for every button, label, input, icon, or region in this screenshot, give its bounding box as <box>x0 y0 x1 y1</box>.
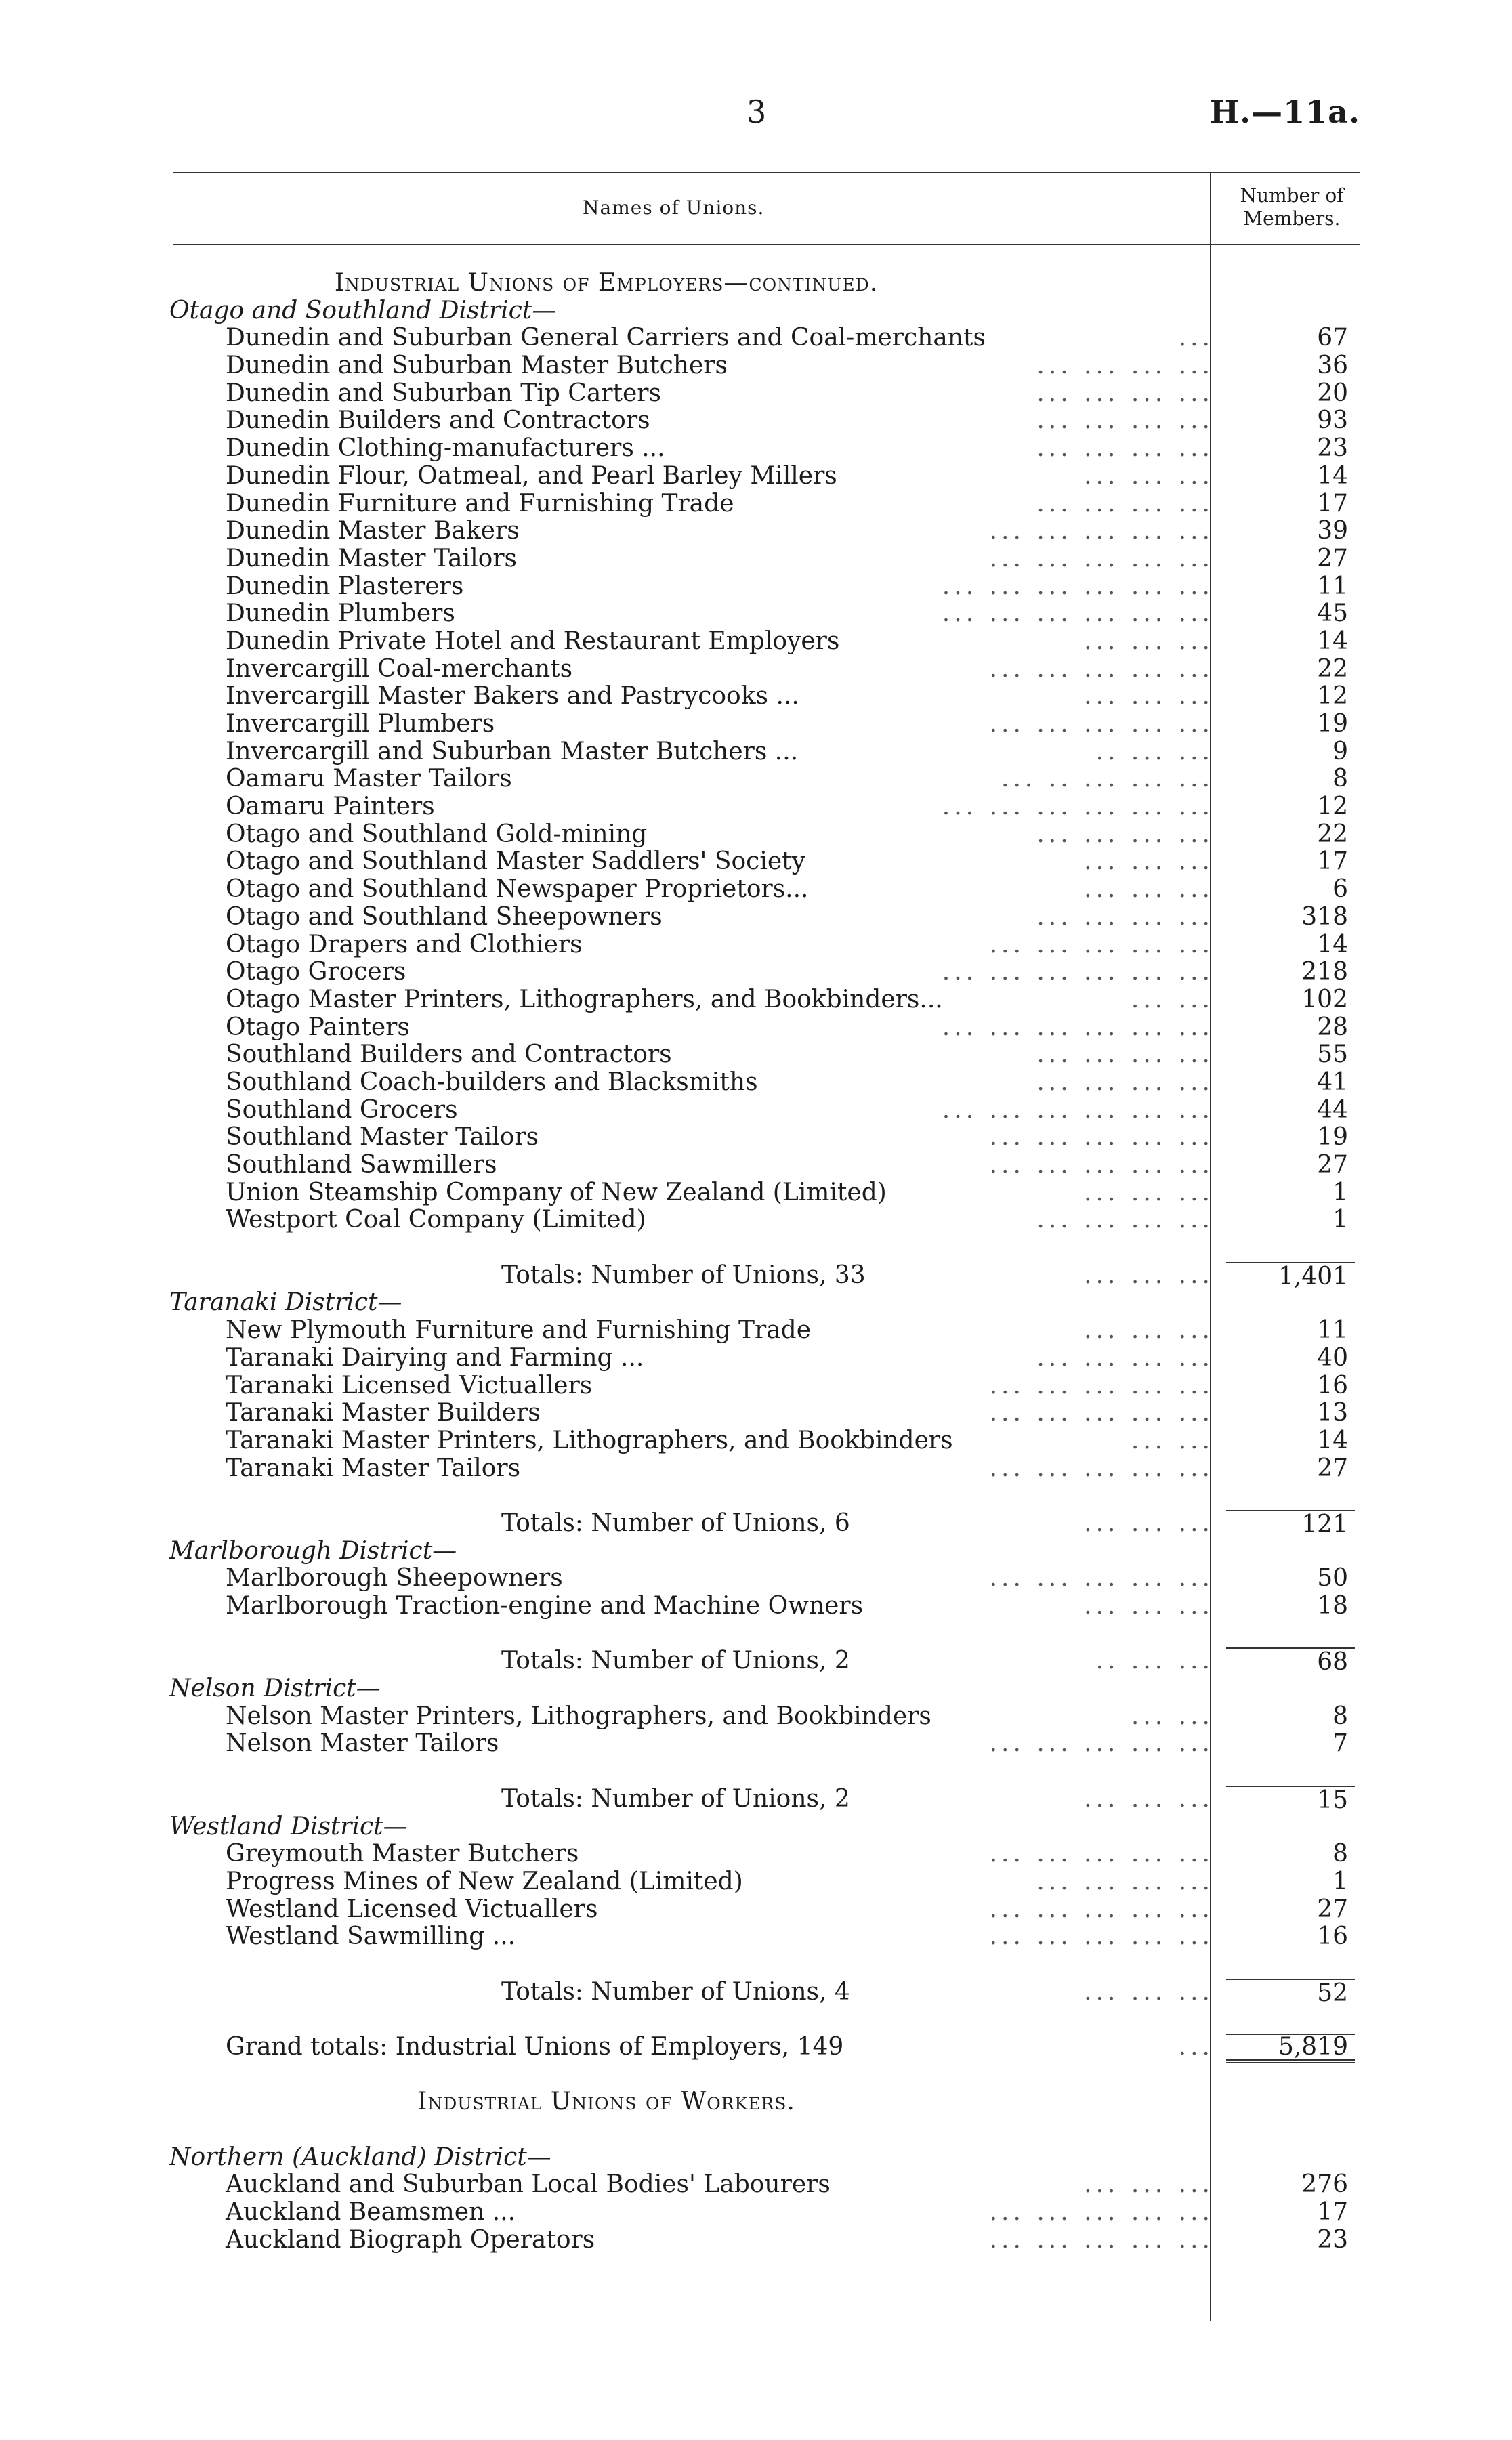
section-row <box>0 2088 1512 2116</box>
leader-dots: ... ... ... ... ... ... <box>942 600 1214 628</box>
leader-dots: ... ... ... ... <box>1036 352 1214 380</box>
union-name: Dunedin Master Tailors <box>226 544 518 572</box>
members-column-header: Number of Members. <box>1240 184 1344 230</box>
member-count: 8 <box>1332 765 1348 793</box>
union-name: Southland Coach-builders and Blacksmiths <box>226 1068 758 1096</box>
total-row <box>0 1786 1512 1813</box>
table-header-rule <box>173 244 1360 245</box>
leader-dots: ... ... ... ... <box>1036 1867 1214 1895</box>
table-row <box>0 518 1512 545</box>
district-row <box>0 297 1512 325</box>
member-count: 18 <box>1317 1592 1348 1620</box>
table-row <box>0 765 1512 793</box>
member-count: 27 <box>1317 544 1348 572</box>
total-name: Totals: Number of Unions, 6 <box>501 1509 850 1537</box>
union-name: Otago Grocers <box>226 958 406 986</box>
union-name: Dunedin Plasterers <box>226 572 464 600</box>
leader-dots: ... ... ... ... <box>1036 489 1214 518</box>
union-name: Union Steamship Company of New Zealand (Limited) <box>226 1178 887 1206</box>
member-count: 27 <box>1317 1151 1348 1179</box>
table-row <box>0 600 1512 628</box>
district-row <box>0 1675 1512 1703</box>
table-row <box>0 324 1512 352</box>
leader-dots: ... ... ... ... ... <box>989 1729 1214 1758</box>
leader-dots: ... ... ... ... ... ... <box>942 1095 1214 1124</box>
member-count: 11 <box>1317 1316 1348 1345</box>
member-count: 11 <box>1317 572 1348 600</box>
table-row <box>0 1069 1512 1097</box>
union-name: Invercargill Master Bakers and Pastrycooks ... <box>226 682 799 711</box>
member-count: 218 <box>1301 958 1348 986</box>
union-name: Oamaru Master Tailors <box>226 765 512 793</box>
union-name: Invercargill Coal-merchants <box>226 654 573 683</box>
member-count: 13 <box>1317 1399 1348 1427</box>
union-name: Southland Builders and Contractors <box>226 1040 672 1069</box>
union-name: Auckland Biograph Operators <box>226 2225 595 2254</box>
leader-dots: ... ... <box>1131 1426 1214 1454</box>
table-row <box>0 380 1512 408</box>
member-count: 14 <box>1317 627 1348 655</box>
table-row <box>0 1593 1512 1620</box>
table-row <box>0 1840 1512 1868</box>
union-name: Invercargill and Suburban Master Butchers ... <box>226 737 799 765</box>
district-row <box>0 1289 1512 1317</box>
leader-dots: ... ... ... ... <box>1036 1040 1214 1069</box>
union-name: Southland Sawmillers <box>226 1151 497 1179</box>
leader-dots: ... ... ... ... ... <box>989 1840 1214 1868</box>
leader-dots: ... ... ... ... <box>1036 820 1214 848</box>
union-name: Westland Licensed Victuallers <box>226 1895 598 1923</box>
table-row <box>0 738 1512 766</box>
member-count: 121 <box>1226 1510 1355 1539</box>
union-name: Otago Painters <box>226 1013 410 1041</box>
member-count: 22 <box>1317 654 1348 683</box>
union-name: Invercargill Plumbers <box>226 710 495 738</box>
leader-dots: ... ... ... ... ... <box>989 1151 1214 1179</box>
leader-dots: ... ... ... ... ... <box>989 654 1214 683</box>
total-name: Totals: Number of Unions, 4 <box>501 1977 850 2006</box>
leader-dots: .. ... ... <box>1095 737 1214 765</box>
table-row <box>0 545 1512 573</box>
member-count: 6 <box>1332 875 1348 904</box>
table-row <box>0 1041 1512 1069</box>
table-row <box>0 490 1512 518</box>
district-name: Marlborough District— <box>169 1536 457 1565</box>
member-count: 20 <box>1317 379 1348 407</box>
district-name: Taranaki District— <box>169 1288 402 1317</box>
union-name: Westport Coal Company (Limited) <box>226 1206 646 1234</box>
total-name: Totals: Number of Unions, 33 <box>501 1261 866 1289</box>
leader-dots: ... .. ... ... ... <box>1001 765 1214 793</box>
blank-row <box>0 1951 1512 1979</box>
table-row <box>0 1923 1512 1951</box>
member-count: 17 <box>1317 847 1348 876</box>
union-name: Nelson Master Tailors <box>226 1729 499 1758</box>
union-name: Marlborough Sheepowners <box>226 1564 563 1593</box>
leader-dots: ... ... ... ... <box>1036 1206 1214 1234</box>
union-name: Progress Mines of New Zealand (Limited) <box>226 1867 743 1895</box>
member-count: 93 <box>1317 406 1348 435</box>
leader-dots: ... ... ... ... ... <box>989 517 1214 545</box>
member-count: 45 <box>1317 600 1348 628</box>
union-name: Auckland and Suburban Local Bodies' Labourers <box>226 2170 831 2199</box>
member-count: 39 <box>1317 517 1348 545</box>
union-name: Nelson Master Printers, Lithographers, and Bookbinders <box>226 1702 931 1730</box>
table-row <box>0 407 1512 435</box>
member-count: 27 <box>1317 1454 1348 1482</box>
union-name: Greymouth Master Butchers <box>226 1840 579 1868</box>
leader-dots: ... ... ... ... ... ... <box>942 572 1214 600</box>
union-name: Westland Sawmilling ... <box>226 1922 516 1951</box>
leader-dots: ... ... ... ... ... <box>989 2198 1214 2227</box>
table-row <box>0 1868 1512 1896</box>
table-row <box>0 848 1512 876</box>
leader-dots: ... ... ... ... ... <box>989 1564 1214 1593</box>
leader-dots: ... ... ... ... <box>1036 1343 1214 1372</box>
union-name: Dunedin and Suburban Master Butchers <box>226 352 728 380</box>
union-name: Taranaki Master Printers, Lithographers, and Bookbinders <box>226 1426 953 1454</box>
table-row <box>0 1179 1512 1207</box>
member-count: 14 <box>1317 930 1348 959</box>
table-row <box>0 1206 1512 1234</box>
member-count: 1 <box>1332 1206 1348 1234</box>
table-row <box>0 1152 1512 1179</box>
union-name: Otago and Southland Sheepowners <box>226 902 663 931</box>
union-name: Dunedin Master Bakers <box>226 517 520 545</box>
member-count: 318 <box>1301 902 1348 931</box>
unions-table <box>0 270 1512 2254</box>
leader-dots: ... ... ... ... <box>1036 406 1214 435</box>
union-name: Otago Master Printers, Lithographers, and Bookbinders... <box>226 985 943 1013</box>
member-count: 19 <box>1317 710 1348 738</box>
table-row <box>0 1455 1512 1483</box>
leader-dots: ... ... <box>1131 1702 1214 1730</box>
member-count: 52 <box>1226 1979 1355 2008</box>
table-row <box>0 1372 1512 1400</box>
union-name: Otago and Southland Master Saddlers' Society <box>226 847 805 876</box>
leader-dots: ... ... ... <box>1084 1316 1214 1345</box>
leader-dots: .. ... ... <box>1095 1647 1214 1675</box>
member-count: 68 <box>1226 1647 1355 1677</box>
union-name: Dunedin Clothing-manufacturers ... <box>226 434 665 463</box>
table-row <box>0 2227 1512 2254</box>
blank-row <box>0 1234 1512 1262</box>
blank-row <box>0 2116 1512 2144</box>
leader-dots: ... ... ... <box>1084 875 1214 904</box>
union-name: Dunedin Private Hotel and Restaurant Employers <box>226 627 840 655</box>
member-count: 1 <box>1332 1178 1348 1206</box>
table-row <box>0 1703 1512 1731</box>
leader-dots: ... ... ... ... ... <box>989 710 1214 738</box>
member-count: 50 <box>1317 1564 1348 1593</box>
member-count: 8 <box>1332 1840 1348 1868</box>
member-count: 55 <box>1317 1040 1348 1069</box>
member-count: 17 <box>1317 2198 1348 2227</box>
member-count: 102 <box>1301 985 1348 1013</box>
member-count: 19 <box>1317 1123 1348 1152</box>
leader-dots: ... ... ... <box>1084 1784 1214 1813</box>
member-count: 14 <box>1317 1426 1348 1454</box>
blank-row <box>0 1620 1512 1648</box>
table-row <box>0 821 1512 849</box>
leader-dots: ... ... ... ... ... <box>989 1371 1214 1400</box>
grand-row <box>0 2034 1512 2061</box>
union-name: Dunedin and Suburban Tip Carters <box>226 379 661 407</box>
union-name: Dunedin Plumbers <box>226 600 455 628</box>
blank-row <box>0 2006 1512 2034</box>
union-name: Auckland Beamsmen ... <box>226 2198 516 2227</box>
member-count: 17 <box>1317 489 1348 518</box>
table-row <box>0 1014 1512 1042</box>
blank-row <box>0 1758 1512 1786</box>
district-name: Northern (Auckland) District— <box>169 2143 551 2171</box>
member-count: 7 <box>1332 1729 1348 1758</box>
blank-row <box>0 1482 1512 1510</box>
grand-name: Grand totals: Industrial Unions of Employers, 149 <box>226 2033 844 2061</box>
leader-dots: ... ... ... <box>1084 627 1214 655</box>
member-count: 67 <box>1317 324 1348 352</box>
names-column-header: Names of Unions. <box>583 196 765 219</box>
leader-dots: ... ... ... ... <box>1036 1068 1214 1096</box>
table-row <box>0 1124 1512 1152</box>
section-name: Industrial Unions of Workers. <box>417 2088 795 2116</box>
table-row <box>0 435 1512 463</box>
total-name: Totals: Number of Unions, 2 <box>501 1647 850 1675</box>
table-row <box>0 1896 1512 1924</box>
table-row <box>0 986 1512 1014</box>
leader-dots: ... ... ... <box>1084 461 1214 490</box>
total-row <box>0 1510 1512 1538</box>
table-row <box>0 352 1512 380</box>
member-count: 27 <box>1317 1895 1348 1923</box>
member-count: 16 <box>1317 1371 1348 1400</box>
member-count: 23 <box>1317 2225 1348 2254</box>
leader-dots: ... ... ... <box>1084 1592 1214 1620</box>
member-count: 5,819 <box>1226 2034 1355 2063</box>
union-name: New Plymouth Furniture and Furnishing Trade <box>226 1316 811 1345</box>
member-count: 44 <box>1317 1095 1348 1124</box>
member-count: 22 <box>1317 820 1348 848</box>
member-count: 12 <box>1317 682 1348 711</box>
leader-dots: ... ... ... ... ... ... <box>942 1013 1214 1041</box>
table-row <box>0 683 1512 711</box>
table-row <box>0 1427 1512 1455</box>
district-name: Nelson District— <box>169 1675 381 1703</box>
table-row <box>0 1730 1512 1758</box>
union-name: Dunedin Flour, Oatmeal, and Pearl Barley Millers <box>226 461 837 490</box>
section-name: Industrial Unions of Employers—continued. <box>334 269 879 297</box>
table-row <box>0 1345 1512 1372</box>
member-count: 14 <box>1317 461 1348 490</box>
union-name: Southland Master Tailors <box>226 1123 539 1152</box>
district-row <box>0 2144 1512 2172</box>
member-count: 41 <box>1317 1068 1348 1096</box>
table-row <box>0 876 1512 904</box>
member-count: 1 <box>1332 1867 1348 1895</box>
table-row <box>0 573 1512 601</box>
union-name: Taranaki Master Builders <box>226 1399 541 1427</box>
member-count: 28 <box>1317 1013 1348 1041</box>
member-count: 12 <box>1317 793 1348 821</box>
union-name: Taranaki Master Tailors <box>226 1454 521 1482</box>
table-row <box>0 904 1512 931</box>
district-row <box>0 1813 1512 1841</box>
leader-dots: ... ... ... ... ... <box>989 1123 1214 1152</box>
section-row <box>0 270 1512 297</box>
table-row <box>0 2171 1512 2199</box>
member-count: 276 <box>1301 2170 1348 2199</box>
member-count: 36 <box>1317 352 1348 380</box>
district-name: Otago and Southland District— <box>169 296 557 324</box>
member-count: 40 <box>1317 1343 1348 1372</box>
leader-dots: ... ... ... <box>1084 1178 1214 1206</box>
member-count: 9 <box>1332 737 1348 765</box>
leader-dots: ... ... ... ... <box>1036 902 1214 931</box>
member-count: 23 <box>1317 434 1348 463</box>
district-row <box>0 1538 1512 1565</box>
leader-dots: ... ... ... ... ... <box>989 1454 1214 1482</box>
table-row <box>0 656 1512 683</box>
union-name: Otago and Southland Newspaper Proprietors... <box>226 875 809 904</box>
document-reference: H.—11a. <box>1209 93 1360 130</box>
leader-dots: ... ... ... ... ... <box>989 2225 1214 2254</box>
total-name: Totals: Number of Unions, 2 <box>501 1784 850 1813</box>
leader-dots: ... ... ... <box>1084 847 1214 876</box>
table-row <box>0 793 1512 821</box>
member-count: 8 <box>1332 1702 1348 1730</box>
union-name: Marlborough Traction-engine and Machine Owners <box>226 1592 864 1620</box>
leader-dots: ... ... ... ... <box>1036 434 1214 463</box>
leader-dots: ... ... ... <box>1084 682 1214 711</box>
union-name: Taranaki Licensed Victuallers <box>226 1371 593 1400</box>
leader-dots: ... ... ... ... ... <box>989 1399 1214 1427</box>
district-name: Westland District— <box>169 1812 408 1840</box>
leader-dots: ... ... ... <box>1084 2170 1214 2199</box>
leader-dots: ... ... ... ... ... <box>989 930 1214 959</box>
leader-dots: ... ... ... <box>1084 1261 1214 1289</box>
leader-dots: ... ... ... ... ... <box>989 1895 1214 1923</box>
table-row <box>0 931 1512 959</box>
table-row <box>0 628 1512 656</box>
total-row <box>0 1647 1512 1675</box>
table-row <box>0 1317 1512 1345</box>
total-row <box>0 1979 1512 2006</box>
union-name: Otago Drapers and Clothiers <box>226 930 583 959</box>
total-row <box>0 1262 1512 1290</box>
table-row <box>0 959 1512 986</box>
table-row <box>0 463 1512 490</box>
union-name: Otago and Southland Gold-mining <box>226 820 648 848</box>
union-name: Oamaru Painters <box>226 793 435 821</box>
page-number: 3 <box>747 93 767 130</box>
table-top-rule <box>173 172 1360 173</box>
leader-dots: ... ... ... ... ... <box>989 544 1214 572</box>
table-row <box>0 1400 1512 1427</box>
member-count: 1,401 <box>1226 1262 1355 1291</box>
leader-dots: ... ... <box>1131 985 1214 1013</box>
leader-dots: ... ... ... ... ... ... <box>942 958 1214 986</box>
leader-dots: ... ... ... ... <box>1036 379 1214 407</box>
union-name: Southland Grocers <box>226 1095 458 1124</box>
table-row <box>0 1097 1512 1124</box>
leader-dots: ... ... ... <box>1084 1977 1214 2006</box>
blank-row <box>0 2061 1512 2089</box>
leader-dots: ... <box>1178 324 1214 352</box>
union-name: Dunedin Builders and Contractors <box>226 406 650 435</box>
table-row <box>0 1565 1512 1593</box>
leader-dots: ... ... ... <box>1084 1509 1214 1537</box>
union-name: Dunedin and Suburban General Carriers and Coal-merchants <box>226 324 986 352</box>
member-count: 15 <box>1226 1786 1355 1815</box>
union-name: Taranaki Dairying and Farming ... <box>226 1343 644 1372</box>
leader-dots: ... <box>1178 2033 1214 2061</box>
table-row <box>0 711 1512 738</box>
member-count: 16 <box>1317 1922 1348 1951</box>
table-row <box>0 2199 1512 2227</box>
leader-dots: ... ... ... ... ... <box>989 1922 1214 1951</box>
leader-dots: ... ... ... ... ... ... <box>942 793 1214 821</box>
union-name: Dunedin Furniture and Furnishing Trade <box>226 489 734 518</box>
